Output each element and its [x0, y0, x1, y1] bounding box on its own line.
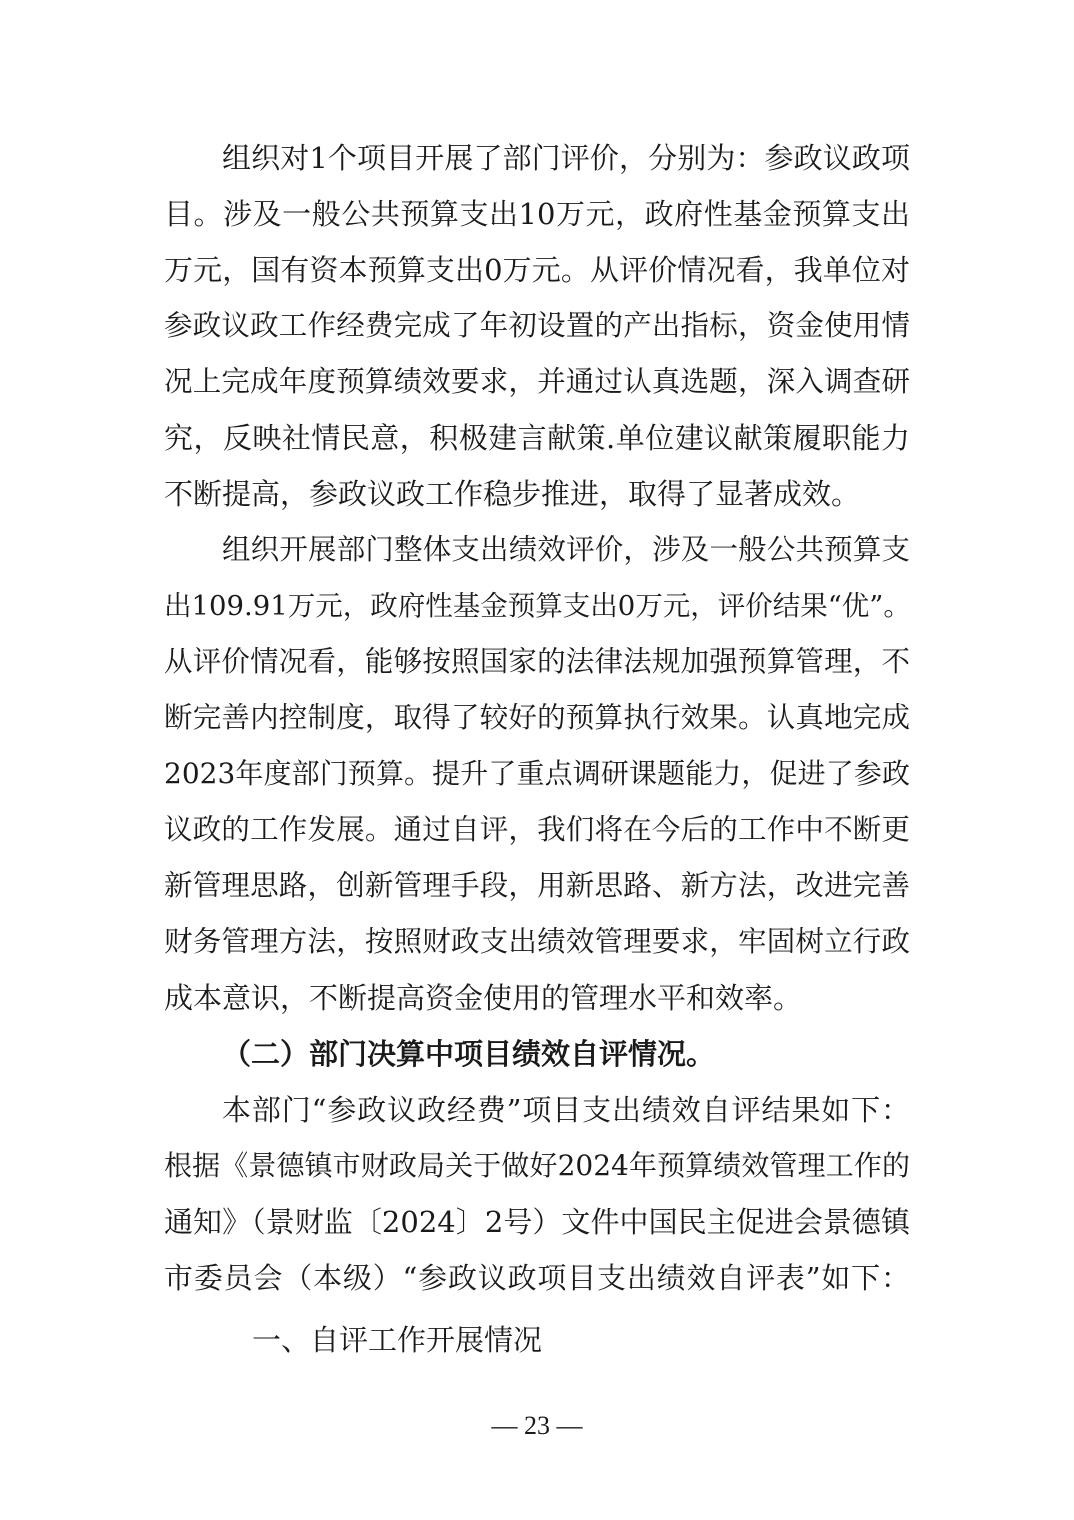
paragraph-2-line-8: 财务管理方法，按照财政支出绩效管理要求，牢固树立行政 — [164, 925, 910, 958]
paragraph-3-line-2: 根据《景德镇市财政局关于做好2024年预算绩效管理工作的 — [164, 1149, 910, 1182]
page-number: — 23 — — [491, 1411, 583, 1440]
paragraph-2-line-7: 新管理思路，创新管理手段，用新思路、新方法，改进完善 — [164, 869, 910, 902]
section-heading: （二）部门决算中项目绩效自评情况。 — [222, 1037, 716, 1071]
paragraph-2-line-6: 议政的工作发展。通过自评，我们将在今后的工作中不断更 — [164, 813, 910, 846]
paragraph-2-line-9: 成本意识，不断提高资金使用的管理水平和效率。 — [164, 981, 803, 1015]
paragraph-2-line-1: 组织开展部门整体支出绩效评价，涉及一般公共预算支 — [222, 533, 910, 566]
paragraph-1-line-1: 组织对1个项目开展了部门评价，分别为：参政议政项 — [222, 141, 910, 175]
paragraph-1-line-5: 况上完成年度预算绩效要求，并通过认真选题，深入调查研 — [164, 365, 910, 398]
paragraph-1-line-6: 究，反映社情民意，积极建言献策.单位建议献策履职能力 — [164, 421, 910, 455]
paragraph-3-line-1: 本部门“参政议政经费”项目支出绩效自评结果如下： — [222, 1093, 910, 1127]
paragraph-2-line-5: 2023年度部门预算。提升了重点调研课题能力，促进了参政 — [164, 757, 910, 790]
paragraph-3-line-4: 市委员会（本级）“参政议政项目支出绩效自评表”如下： — [164, 1261, 910, 1295]
paragraph-1-line-3: 万元，国有资本预算支出0万元。从评价情况看，我单位对 — [164, 253, 910, 287]
paragraph-1-line-2: 目。涉及一般公共预算支出10万元，政府性基金预算支出 — [164, 197, 910, 231]
paragraph-2-line-3: 从评价情况看，能够按照国家的法律法规加强预算管理，不 — [164, 645, 910, 678]
paragraph-1-line-4: 参政议政工作经费完成了年初设置的产出指标，资金使用情 — [164, 309, 910, 342]
paragraph-2-line-4: 断完善内控制度，取得了较好的预算执行效果。认真地完成 — [164, 701, 910, 734]
paragraph-2-line-2: 出109.91万元，政府性基金预算支出0万元，评价结果“优”。 — [164, 590, 911, 622]
subsection-heading: 一、自评工作开展情况 — [252, 1323, 543, 1357]
paragraph-3-line-3: 通知》（景财监〔2024〕2号）文件中国民主促进会景德镇 — [164, 1205, 910, 1239]
paragraph-1-line-7: 不断提高，参政议政工作稳步推进，取得了显著成效。 — [164, 477, 861, 511]
